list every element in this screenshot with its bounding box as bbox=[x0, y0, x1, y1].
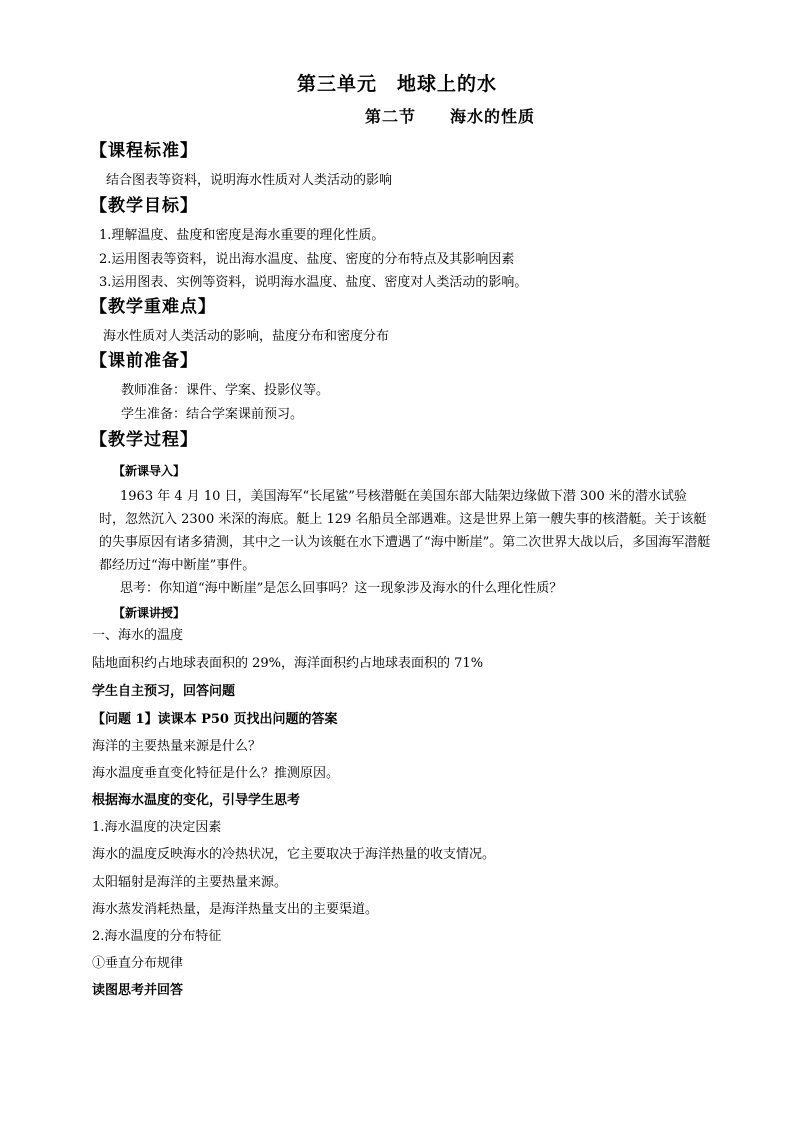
think-question: 思考：你知道“海中断崖”是怎么回事吗？这一现象涉及海水的什么理化性质？ bbox=[120, 581, 563, 596]
intro-paragraph: 1963 年 4 月 10 日，美国海军“长尾鲨”号核潜艇在美国东部大陆架边缘做下潜 300 米的潜水试验时，忽然沉入 2300 米深的海底。艇上 129 名船员全部遇难。这是世界上第一艘失事的核潜艇。关于该艇的失事原因有诸多猜测，其中之一认为该艇在水下遭遇了“海中断崖”。第二次世界大战以后，多国海军潜艇都经历过“海中断崖”事件。 bbox=[99, 489, 711, 573]
heading-course-standard: 【课程标准】 bbox=[90, 141, 198, 161]
line-factor-heading: 1.海水温度的决定因素 bbox=[92, 820, 222, 835]
line-ocean-temperature: 一、海水的温度 bbox=[92, 628, 184, 643]
heading-new-lesson-intro: 【新课导入】 bbox=[113, 464, 186, 478]
heading-new-lesson-teaching: 【新课讲授】 bbox=[113, 606, 186, 620]
line-distribution-heading: 2.海水温度的分布特征 bbox=[92, 929, 222, 944]
course-standard-text: 结合图表等资料，说明海水性质对人类活动的影响 bbox=[106, 173, 393, 188]
section-title: 第二节 海水的性质 bbox=[364, 107, 535, 126]
goal-item-1: 1.理解温度、盐度和密度是海水重要的理化性质。 bbox=[99, 228, 385, 243]
line-heat-budget: 海水的温度反映海水的冷热状况，它主要取决于海洋热量的收支情况。 bbox=[92, 847, 496, 862]
document-title: 第三单元 地球上的水 bbox=[296, 73, 497, 95]
goal-item-2: 2.运用图表等资料，说出海水温度、盐度、密度的分布特点及其影响因素 bbox=[99, 252, 515, 267]
line-vertical-change-question: 海水温度垂直变化特征是什么？推测原因。 bbox=[92, 766, 340, 781]
goal-item-3: 3.运用图表、实例等资料，说明海水温度、盐度、密度对人类活动的影响。 bbox=[99, 275, 528, 290]
line-heat-source-question: 海洋的主要热量来源是什么？ bbox=[92, 739, 262, 754]
line-land-ocean-ratio: 陆地面积约占地球表面积的 29%，海洋面积约占地球表面积的 71% bbox=[92, 656, 484, 671]
line-vertical-distribution: ①垂直分布规律 bbox=[92, 956, 184, 971]
heading-key-points: 【教学重难点】 bbox=[90, 297, 216, 317]
line-solar-radiation: 太阳辐射是海洋的主要热量来源。 bbox=[92, 875, 288, 890]
key-points-text: 海水性质对人类活动的影响，盐度分布和密度分布 bbox=[103, 329, 390, 344]
heading-preparation: 【课前准备】 bbox=[90, 351, 198, 371]
heading-teaching-goals: 【教学目标】 bbox=[90, 196, 198, 216]
line-question-1: 【问题 1】读课本 P50 页找出问题的答案 bbox=[92, 712, 338, 727]
line-guide-think: 根据海水温度的变化，引导学生思考 bbox=[92, 793, 301, 808]
prep-teacher: 教师准备：课件、学案、投影仪等。 bbox=[121, 383, 330, 398]
prep-student: 学生准备：结合学案课前预习。 bbox=[121, 407, 304, 422]
line-self-study: 学生自主预习，回答问题 bbox=[92, 684, 236, 699]
line-evaporation: 海水蒸发消耗热量，是海洋热量支出的主要渠道。 bbox=[92, 902, 379, 917]
line-read-figure: 读图思考并回答 bbox=[92, 983, 184, 998]
heading-teaching-process: 【教学过程】 bbox=[90, 430, 198, 450]
